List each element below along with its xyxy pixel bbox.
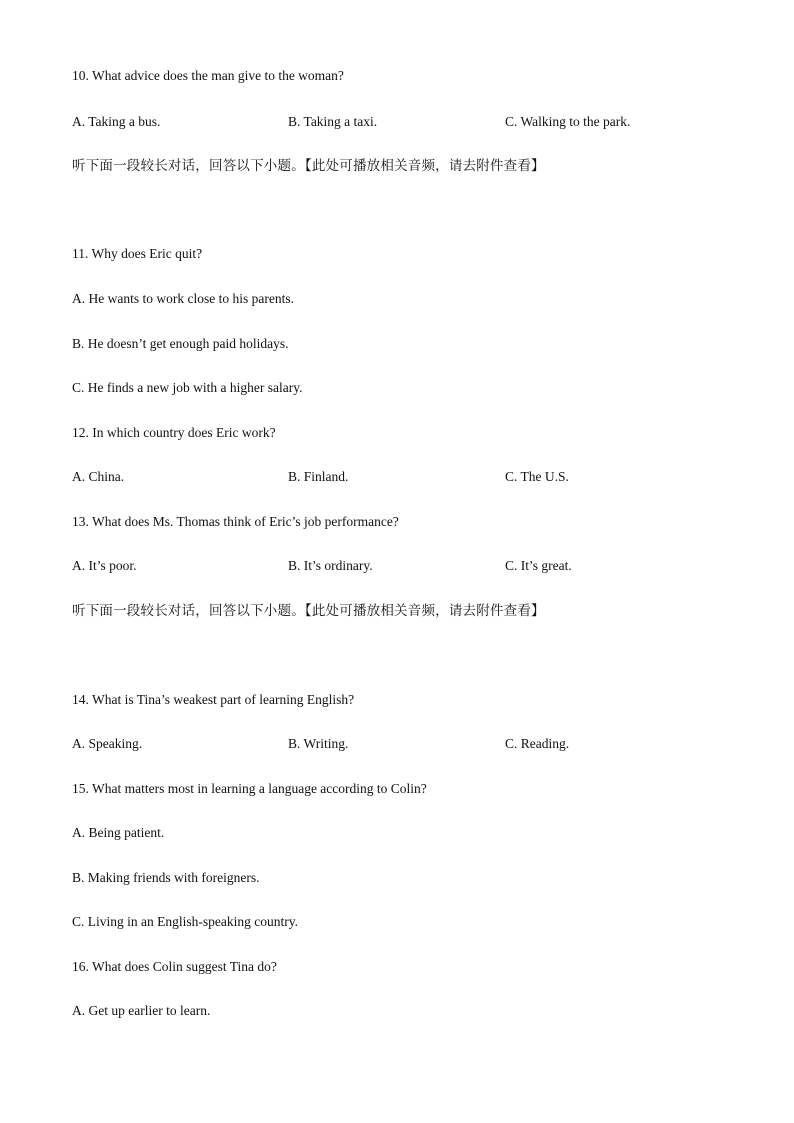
question-14-stem: 14. What is Tina’s weakest part of learning English?: [72, 692, 355, 707]
question-13-option-b: B. It’s ordinary.: [288, 558, 373, 573]
question-15-stem: 15. What matters most in learning a language according to Colin?: [72, 781, 427, 796]
question-12-option-c: C. The U.S.: [505, 469, 569, 484]
question-16-stem: 16. What does Colin suggest Tina do?: [72, 959, 277, 974]
question-12-option-b: B. Finland.: [288, 469, 349, 484]
question-12-option-a: A. China.: [72, 469, 125, 484]
question-14-option-c: C. Reading.: [505, 736, 570, 751]
question-13-option-a: A. It’s poor.: [72, 558, 137, 573]
question-11-option-a: A. He wants to work close to his parents.: [72, 291, 294, 306]
listening-instruction-2: 听下面一段较长对话，回答以下小题。【此处可播放相关音频，请去附件查看】: [72, 603, 545, 619]
listening-instruction-1: 听下面一段较长对话，回答以下小题。【此处可播放相关音频，请去附件查看】: [72, 158, 545, 174]
question-13-stem: 13. What does Ms. Thomas think of Eric’s job performance?: [72, 514, 399, 529]
question-10-option-c: C. Walking to the park.: [505, 114, 631, 129]
question-14-option-a: A. Speaking.: [72, 736, 143, 751]
question-16-option-a: A. Get up earlier to learn.: [72, 1003, 211, 1018]
question-13-option-c: C. It’s great.: [505, 558, 572, 573]
question-10-option-a: A. Taking a bus.: [72, 114, 161, 129]
question-12-stem: 12. In which country does Eric work?: [72, 425, 276, 440]
question-11-option-b: B. He doesn’t get enough paid holidays.: [72, 336, 289, 351]
question-11-option-c: C. He finds a new job with a higher salary.: [72, 380, 303, 395]
question-15-option-a: A. Being patient.: [72, 825, 165, 840]
question-10-option-b: B. Taking a taxi.: [288, 114, 378, 129]
question-10-stem: 10. What advice does the man give to the woman?: [72, 68, 344, 83]
question-14-option-b: B. Writing.: [288, 736, 349, 751]
question-11-stem: 11. Why does Eric quit?: [72, 246, 203, 261]
question-15-option-c: C. Living in an English-speaking country.: [72, 914, 298, 929]
question-15-option-b: B. Making friends with foreigners.: [72, 870, 260, 885]
